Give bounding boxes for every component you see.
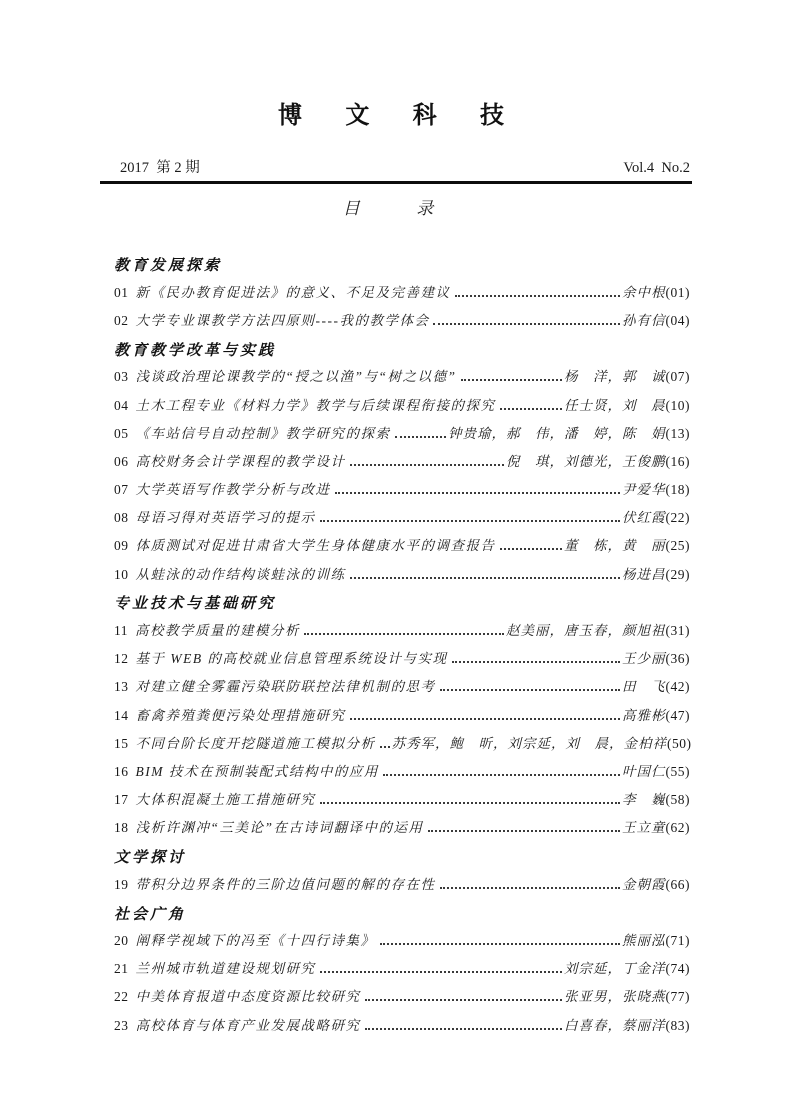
dot-leader xyxy=(350,577,621,579)
entry-page: (18) xyxy=(665,482,690,498)
toc-section xyxy=(114,843,690,899)
entry-title: 浅谈政治理论课教学的“授之以渔”与“树之以德” xyxy=(135,369,457,385)
entry-authors: 钟贵瑜，郝 伟，潘 婷，陈 娟 xyxy=(448,425,666,441)
entry-page: (29) xyxy=(665,566,690,582)
toc-entry xyxy=(114,617,690,645)
dot-leader xyxy=(365,999,563,1001)
toc-entry xyxy=(114,927,690,955)
toc-entry xyxy=(114,730,690,758)
entry-page: (10) xyxy=(665,397,690,413)
toc-entry xyxy=(114,532,690,560)
entry-title: 对建立健全雾霾污染联防联控法律机制的思考 xyxy=(135,679,436,695)
toc-entry xyxy=(114,983,690,1011)
entry-title: 大体积混凝土施工措施研究 xyxy=(135,792,316,808)
dot-leader xyxy=(500,548,563,550)
entry-title: 畜禽养殖粪便污染处理措施研究 xyxy=(135,707,346,723)
entry-title: 高校教学质量的建模分析 xyxy=(135,623,300,639)
dot-leader xyxy=(380,943,621,945)
dot-leader xyxy=(461,379,562,381)
dot-leader xyxy=(500,408,563,410)
entry-title: BIM 技术在预制装配式结构中的应用 xyxy=(135,763,379,779)
entry-number: 17 xyxy=(114,792,129,808)
entry-authors: 董 栋，黄 丽 xyxy=(564,538,666,554)
entry-page: (16) xyxy=(665,453,690,469)
section-entries xyxy=(114,927,690,1040)
entry-page: (47) xyxy=(665,707,690,723)
toc-section xyxy=(114,589,690,843)
entry-authors: 熊丽泓 xyxy=(622,933,666,949)
toc-entry xyxy=(114,814,690,842)
dot-leader xyxy=(440,887,621,889)
toc-entry xyxy=(114,307,690,335)
section-title: 教育教学改革与实践 xyxy=(114,342,277,359)
toc-entry xyxy=(114,786,690,814)
entry-authors: 田 飞 xyxy=(622,679,666,695)
dot-leader xyxy=(428,830,620,832)
dot-leader xyxy=(335,492,621,494)
entry-title: 大学专业课教学方法四原则----我的教学体会 xyxy=(135,312,430,328)
toc-entry xyxy=(114,504,690,532)
entry-authors: 余中根 xyxy=(622,284,666,300)
entry-number: 14 xyxy=(114,707,129,723)
entry-page: (58) xyxy=(665,792,690,808)
dot-leader xyxy=(455,295,621,297)
section-title: 社会广角 xyxy=(114,906,187,923)
toc-entry xyxy=(114,420,690,448)
dot-leader xyxy=(350,464,505,466)
entry-number: 23 xyxy=(114,1017,129,1033)
volume-number: Vol.4 No.2 xyxy=(623,160,690,176)
issue-number: 2017 第 2 期 xyxy=(120,160,200,176)
entry-title: 基于 WEB 的高校就业信息管理系统设计与实现 xyxy=(135,651,448,667)
section-title: 专业技术与基础研究 xyxy=(114,596,277,613)
header-rule xyxy=(100,181,692,184)
entry-title: 《车站信号自动控制》教学研究的探索 xyxy=(135,425,391,441)
toc-entry xyxy=(114,673,690,701)
entry-page: (31) xyxy=(665,623,690,639)
page-content xyxy=(100,0,692,1040)
entry-title: 带积分边界条件的三阶边值问题的解的存在性 xyxy=(135,876,436,892)
entry-page: (07) xyxy=(665,369,690,385)
entry-authors: 任士贤，刘 晨 xyxy=(564,397,666,413)
toc-section xyxy=(114,251,690,336)
entry-page: (01) xyxy=(665,284,690,300)
dot-leader xyxy=(452,661,621,663)
toc-entry xyxy=(114,955,690,983)
entry-title: 浅析许渊冲“三美论”在古诗词翻译中的运用 xyxy=(135,820,424,836)
toc-entry xyxy=(114,1012,690,1040)
toc-entry xyxy=(114,561,690,589)
entry-authors: 李 巍 xyxy=(622,792,666,808)
entry-number: 21 xyxy=(114,961,129,977)
dot-leader xyxy=(380,746,390,748)
entry-number: 07 xyxy=(114,482,129,498)
entry-title: 不同台阶长度开挖隧道施工模拟分析 xyxy=(135,735,376,751)
entry-title: 阐释学视域下的冯至《十四行诗集》 xyxy=(135,933,376,949)
entry-number: 01 xyxy=(114,284,129,300)
entry-number: 09 xyxy=(114,538,129,554)
entry-title: 从蛙泳的动作结构谈蛙泳的训练 xyxy=(135,566,346,582)
entry-authors: 伏红霞 xyxy=(622,510,666,526)
entry-page: (36) xyxy=(665,651,690,667)
entry-number: 03 xyxy=(114,369,129,385)
toc-entry xyxy=(114,645,690,673)
entry-number: 12 xyxy=(114,651,129,667)
toc-section xyxy=(114,899,690,1040)
entry-title: 土木工程专业《材料力学》教学与后续课程衔接的探究 xyxy=(135,397,496,413)
toc-list xyxy=(100,251,692,1040)
toc-entry xyxy=(114,702,690,730)
entry-authors: 白喜春，蔡丽洋 xyxy=(564,1017,666,1033)
entry-page: (22) xyxy=(665,510,690,526)
dot-leader xyxy=(395,436,447,438)
entry-title: 母语习得对英语学习的提示 xyxy=(135,510,316,526)
entry-page: (71) xyxy=(665,933,690,949)
entry-authors: 赵美丽，唐玉春，颜旭祖 xyxy=(506,623,666,639)
dot-leader xyxy=(383,774,620,776)
toc-entry xyxy=(114,448,690,476)
section-title: 文学探讨 xyxy=(114,850,187,867)
entry-authors: 尹爱华 xyxy=(622,482,666,498)
entry-number: 22 xyxy=(114,989,129,1005)
entry-number: 11 xyxy=(114,623,128,639)
entry-page: (74) xyxy=(665,961,690,977)
entry-number: 20 xyxy=(114,933,129,949)
entry-title: 中美体育报道中态度资源比较研究 xyxy=(135,989,361,1005)
dot-leader xyxy=(320,971,563,973)
entry-number: 05 xyxy=(114,425,129,441)
entry-authors: 刘宗延，丁金洋 xyxy=(564,961,666,977)
entry-page: (50) xyxy=(667,735,692,751)
dot-leader xyxy=(350,718,621,720)
entry-number: 16 xyxy=(114,763,129,779)
entry-authors: 杨 洋，郭 诚 xyxy=(564,369,666,385)
entry-page: (62) xyxy=(665,820,690,836)
entry-number: 18 xyxy=(114,820,129,836)
entry-page: (04) xyxy=(665,312,690,328)
entry-number: 13 xyxy=(114,679,129,695)
entry-number: 06 xyxy=(114,453,129,469)
dot-leader xyxy=(440,689,621,691)
entry-authors: 杨进昌 xyxy=(622,566,666,582)
entry-authors: 王少丽 xyxy=(622,651,666,667)
entry-authors: 金朝霞 xyxy=(622,876,666,892)
issue-row xyxy=(100,156,692,181)
entry-page: (66) xyxy=(665,876,690,892)
entry-title: 新《民办教育促进法》的意义、不足及完善建议 xyxy=(135,284,451,300)
entry-authors: 苏秀军，鲍 昕，刘宗延，刘 晨，金柏祥 xyxy=(391,735,667,751)
journal-title: 博 文 科 技 xyxy=(277,102,514,129)
toc-entry xyxy=(114,392,690,420)
entry-number: 10 xyxy=(114,566,129,582)
entry-page: (77) xyxy=(665,989,690,1005)
entry-page: (83) xyxy=(665,1017,690,1033)
entry-page: (13) xyxy=(665,425,690,441)
section-entries xyxy=(114,617,690,843)
entry-number: 15 xyxy=(114,735,129,751)
entry-page: (25) xyxy=(665,538,690,554)
entry-title: 体质测试对促进甘肃省大学生身体健康水平的调查报告 xyxy=(135,538,496,554)
section-entries xyxy=(114,279,690,335)
entry-authors: 高雅彬 xyxy=(622,707,666,723)
dot-leader xyxy=(304,633,504,635)
section-entries xyxy=(114,363,690,589)
dot-leader xyxy=(433,323,620,325)
dot-leader xyxy=(320,802,621,804)
entry-number: 02 xyxy=(114,312,129,328)
section-title: 教育发展探索 xyxy=(114,258,223,275)
entry-title: 高校体育与体育产业发展战略研究 xyxy=(135,1017,361,1033)
entry-number: 08 xyxy=(114,510,129,526)
toc-entry xyxy=(114,279,690,307)
section-entries xyxy=(114,871,690,899)
dot-leader xyxy=(320,520,621,522)
entry-page: (42) xyxy=(665,679,690,695)
entry-page: (55) xyxy=(665,763,690,779)
entry-title: 兰州城市轨道建设规划研究 xyxy=(135,961,316,977)
toc-entry xyxy=(114,871,690,899)
entry-authors: 叶国仁 xyxy=(622,763,666,779)
entry-authors: 王立童 xyxy=(622,820,666,836)
toc-entry xyxy=(114,758,690,786)
entry-authors: 孙有信 xyxy=(622,312,666,328)
entry-authors: 倪 琪，刘德光，王俊鹏 xyxy=(506,453,666,469)
dot-leader xyxy=(365,1028,563,1030)
entry-title: 大学英语写作教学分析与改进 xyxy=(135,482,331,498)
toc-entry xyxy=(114,476,690,504)
toc-title: 目 录 xyxy=(342,198,450,218)
toc-section xyxy=(114,335,690,589)
entry-number: 04 xyxy=(114,397,129,413)
entry-number: 19 xyxy=(114,876,129,892)
entry-title: 高校财务会计学课程的教学设计 xyxy=(135,453,346,469)
entry-authors: 张亚男，张晓燕 xyxy=(564,989,666,1005)
toc-entry xyxy=(114,363,690,391)
